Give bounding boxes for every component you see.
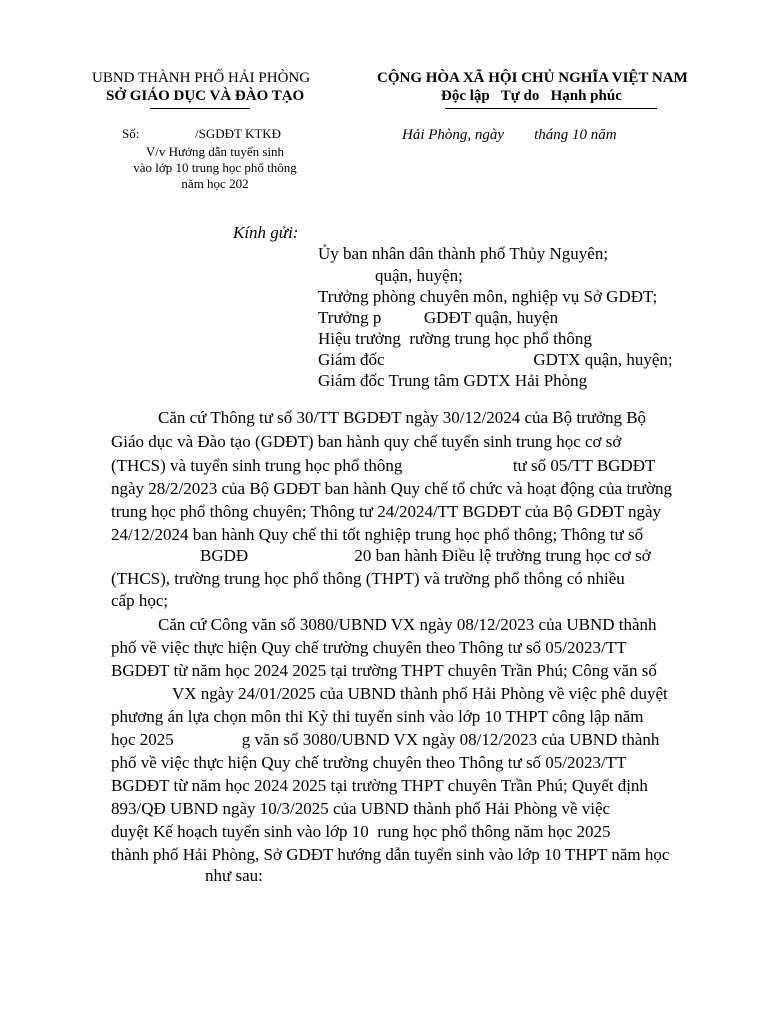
body-line: phố về việc thực hiện Quy chế trường chuyên theo Thông tư số 05/2023/TT — [111, 638, 627, 657]
body-line: phố về việc thực hiện Quy chế trường chuyên theo Thông tư số 05/2023/TT — [111, 753, 627, 772]
recipient-item: Hiệu trưởng rường trung học phổ thông — [318, 329, 592, 348]
recipient-item: Trưởng p GDĐT quận, huyện — [318, 308, 559, 327]
body-line: BGDĐT từ năm học 2024 2025 tại trường THPT chuyên Trần Phú; Quyết định — [111, 776, 648, 795]
issuer-department: SỞ GIÁO DỤC VÀ ĐÀO TẠO — [106, 88, 305, 104]
issuer-authority: UBND THÀNH PHỐ HẢI PHÒNG — [92, 70, 311, 86]
body-line: như sau: — [205, 866, 263, 885]
body-line: ngày 28/2/2023 của Bộ GDĐT ban hành Quy chế tổ chức và hoạt động của trường — [111, 479, 673, 498]
national-title: CỘNG HÒA XÃ HỘI CHỦ NGHĨA VIỆT NAM — [377, 70, 688, 86]
doc-number-label: Số: — [122, 126, 140, 141]
subject-line-1: V/v Hướng dẫn tuyển sinh — [145, 144, 285, 159]
subject-line-3: năm học 202 — [181, 176, 249, 191]
recipient-item: Trưởng phòng chuyên môn, nghiệp vụ Sở GDĐT; — [318, 287, 658, 306]
subject-line-2: vào lớp 10 trung học phổ thông — [133, 160, 297, 175]
body-line: trung học phổ thông chuyên; Thông tư 24/2024/TT BGDĐT của Bộ GDĐT ngày — [111, 502, 662, 521]
body-line: thành phố Hải Phòng, Sở GDĐT hướng dẫn tuyển sinh vào lớp 10 THPT năm học — [111, 845, 670, 864]
body-line: 24/12/2024 ban hành Quy chế thi tốt nghiệp trung học phổ thông; Thông tư số — [111, 525, 644, 544]
body-line: học 2025 g văn số 3080/UBND VX ngày 08/12/2023 của UBND thành — [111, 730, 660, 749]
body-line: Giáo dục và Đào tạo (GDĐT) ban hành quy chế tuyển sinh trung học cơ sở — [111, 432, 622, 451]
motto-underline — [445, 108, 657, 109]
body-line: (THCS), trường trung học phổ thông (THPT) và trường phổ thông có nhiều — [111, 569, 625, 588]
national-motto: Độc lập Tự do Hạnh phúc — [441, 88, 622, 104]
body-line: (THCS) và tuyển sinh trung học phổ thông tư số 05/TT BGDĐT — [111, 456, 656, 475]
body-line: cấp học; — [111, 591, 169, 610]
recipients-label: Kính gửi: — [233, 223, 299, 242]
body-line: 893/QĐ UBND ngày 10/3/2025 của UBND thành phố Hải Phòng về việc — [111, 799, 611, 818]
body-line: Căn cứ Thông tư số 30/TT BGDĐT ngày 30/12/2024 của Bộ trưởng Bộ — [158, 408, 647, 427]
recipient-item: Giám đốc GDTX quận, huyện; — [318, 350, 673, 369]
doc-number-code: /SGDĐT KTKĐ — [195, 126, 282, 141]
recipient-item: Giám đốc Trung tâm GDTX Hải Phòng — [318, 371, 588, 390]
recipient-item: quận, huyện; — [375, 266, 463, 285]
recipient-item: Ủy ban nhân dân thành phố Thủy Nguyên; — [318, 244, 609, 263]
body-line: Căn cứ Công văn số 3080/UBND VX ngày 08/12/2023 của UBND thành — [158, 615, 657, 634]
body-line: duyệt Kế hoạch tuyển sinh vào lớp 10 rung học phổ thông năm học 2025 — [111, 822, 611, 841]
doc-date: Hải Phòng, ngày tháng 10 năm — [402, 127, 617, 143]
body-line: phương án lựa chọn môn thi Kỳ thi tuyển sinh vào lớp 10 THPT công lập năm — [111, 707, 644, 726]
body-line: BGDĐT từ năm học 2024 2025 tại trường THPT chuyên Trần Phú; Công văn số — [111, 661, 657, 680]
body-line: VX ngày 24/01/2025 của UBND thành phố Hải Phòng về việc phê duyệt — [172, 684, 668, 703]
issuer-underline — [150, 108, 250, 109]
body-line: BGDĐ 20 ban hành Điều lệ trường trung học cơ sở — [200, 546, 651, 565]
